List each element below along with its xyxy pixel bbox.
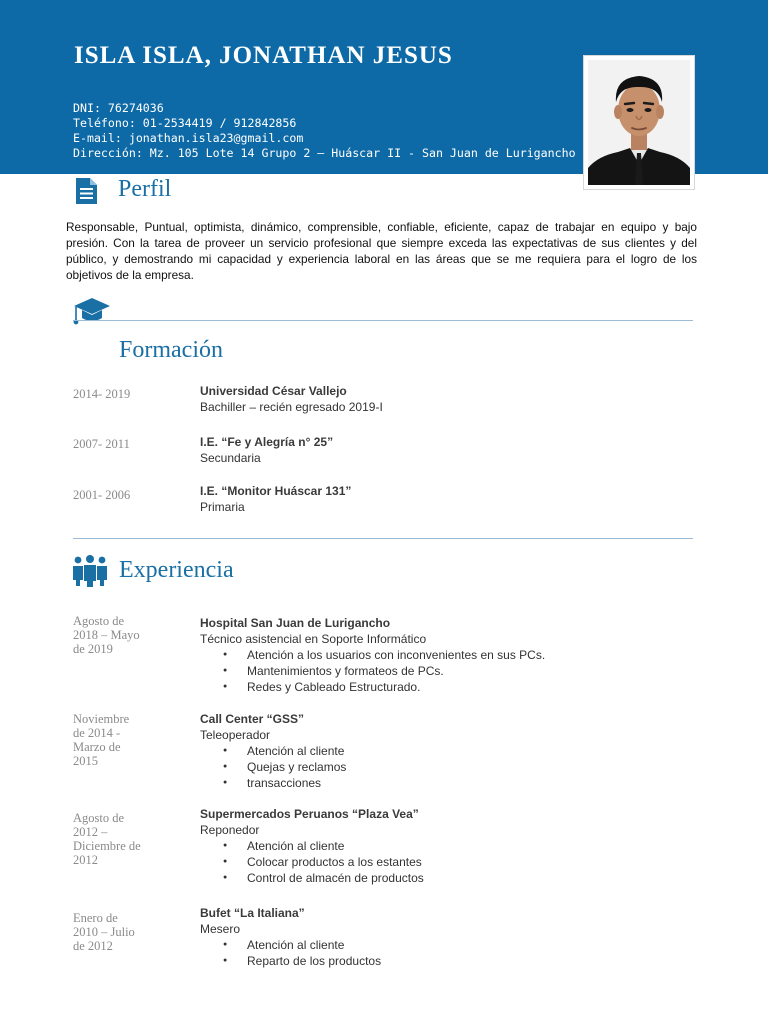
date-line: 2012 (73, 853, 98, 867)
bullet-item: ● Control de almacén de productos (200, 870, 690, 886)
entry-title: Supermercados Peruanos “Plaza Vea” (200, 807, 419, 821)
contact-dni: DNI: 76274036 (73, 101, 164, 115)
entry-subtitle: Bachiller – recién egresado 2019-I (200, 400, 383, 414)
bullet-list (200, 743, 690, 791)
date-line: Enero de (73, 911, 118, 925)
experiencia-date (73, 712, 185, 768)
bullet-list (200, 647, 690, 695)
date-line: 2010 – Julio (73, 925, 135, 939)
entry-subtitle: Mesero (200, 922, 241, 936)
profile-photo (588, 60, 690, 185)
contact-info (73, 101, 583, 161)
entry-subtitle: Primaria (200, 500, 245, 514)
formacion-date: 2001- 2006 (73, 488, 131, 502)
entry-title: Bufet “La Italiana” (200, 906, 305, 920)
entry-title: Call Center “GSS” (200, 712, 305, 726)
candidate-name: ISLA ISLA, JONATHAN JESUS (74, 42, 453, 69)
date-line: Agosto de (73, 811, 125, 825)
graduation-cap-icon (73, 296, 111, 328)
entry-title: Hospital San Juan de Lurigancho (200, 616, 391, 630)
date-line: de 2012 (73, 939, 113, 953)
bullet-list (200, 937, 690, 969)
date-line: Noviembre (73, 712, 130, 726)
entry-title: Universidad César Vallejo (200, 384, 347, 398)
bullet-item: ● transacciones (200, 775, 690, 791)
entry-subtitle: Secundaria (200, 451, 261, 465)
experiencia-title: Experiencia (119, 557, 234, 583)
date-line: de 2019 (73, 642, 113, 656)
bullet-item: ● Reparto de los productos (200, 953, 690, 969)
formacion-date: 2007- 2011 (73, 437, 130, 451)
entry-title: I.E. “Monitor Huáscar 131” (200, 484, 352, 498)
entry-title: I.E. “Fe y Alegría n° 25” (200, 435, 334, 449)
date-line: Diciembre de (73, 839, 141, 853)
contact-address: Dirección: Mz. 105 Lote 14 Grupo 2 – Huáscar II - San Juan de Lurigancho (73, 146, 576, 160)
perfil-text: Responsable, Puntual, optimista, dinámico, comprensible, confiable, eficiente, capaz de trabajar en equipo y bajo presión. Con la tarea de proveer un servicio profesional que siempre exceda las expectativas de sus clientes y del público, y demostrando mi capacidad y experiencia laboral en las áreas que se me requiera para el logro de los objetivos de la empresa. (66, 220, 697, 282)
bullet-list (200, 838, 690, 886)
experiencia-date (73, 811, 185, 867)
team-icon (72, 555, 108, 587)
contact-email: E-mail: jonathan.isla23@gmail.com (73, 131, 304, 145)
bullet-item: ● Colocar productos a los estantes (200, 854, 690, 870)
contact-phone: Teléfono: 01-2534419 / 912842856 (73, 116, 297, 130)
formacion-divider (73, 320, 693, 321)
experiencia-date (73, 911, 185, 953)
date-line: 2012 – (73, 825, 108, 839)
experiencia-entry (200, 905, 690, 969)
formacion-title: Formación (119, 337, 223, 363)
date-line: Marzo de (73, 740, 121, 754)
date-line: 2015 (73, 754, 98, 768)
date-line: Agosto de (73, 614, 125, 628)
formacion-entry (200, 434, 690, 466)
profile-photo-frame (584, 56, 694, 189)
experiencia-divider (73, 538, 693, 539)
formacion-entry (200, 383, 690, 415)
bullet-item: ● Atención a los usuarios con inconvenientes en sus PCs. (200, 647, 690, 663)
formacion-date: 2014- 2019 (73, 387, 131, 401)
bullet-item: ● Mantenimientos y formateos de PCs. (200, 663, 690, 679)
document-icon (74, 178, 99, 204)
bullet-item: ● Atención al cliente (200, 937, 690, 953)
date-line: 2018 – Mayo (73, 628, 140, 642)
perfil-title: Perfil (118, 176, 172, 202)
experiencia-entry (200, 615, 690, 695)
entry-subtitle: Técnico asistencial en Soporte Informático (200, 632, 427, 646)
formacion-entry (200, 483, 690, 515)
date-line: de 2014 - (73, 726, 121, 740)
experiencia-date (73, 614, 185, 656)
entry-subtitle: Teleoperador (200, 728, 271, 742)
bullet-item: ● Quejas y reclamos (200, 759, 690, 775)
bullet-item: ● Atención al cliente (200, 838, 690, 854)
entry-subtitle: Reponedor (200, 823, 260, 837)
experiencia-entry (200, 806, 690, 886)
experiencia-entry (200, 711, 690, 791)
bullet-item: ● Atención al cliente (200, 743, 690, 759)
bullet-item: ● Redes y Cableado Estructurado. (200, 679, 690, 695)
